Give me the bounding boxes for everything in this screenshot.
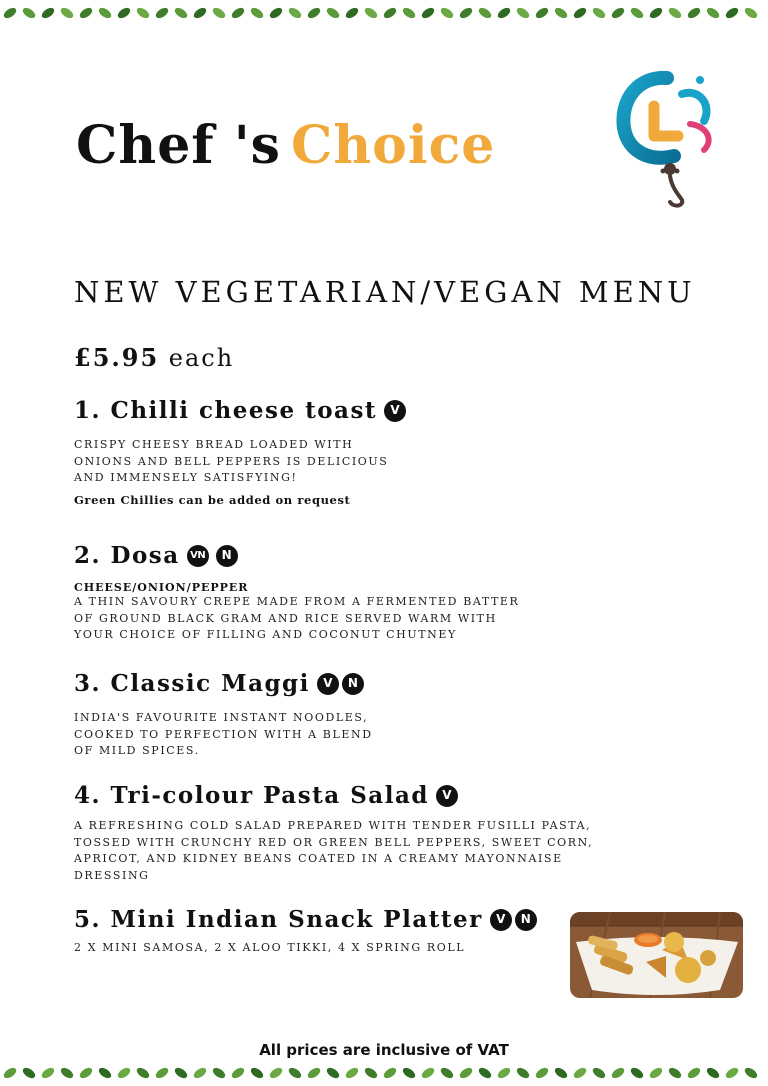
leaf-icon bbox=[458, 1066, 474, 1081]
item-subtitle: CHEESE/ONION/PEPPER bbox=[74, 581, 249, 595]
menu-heading: NEW VEGETARIAN/VEGAN MENU bbox=[74, 275, 696, 309]
leaf-icon bbox=[420, 1066, 436, 1081]
leaf-icon bbox=[496, 1066, 512, 1081]
leaf-icon bbox=[249, 1066, 265, 1081]
description-line: DRESSING bbox=[74, 868, 150, 882]
leaf-icon bbox=[325, 6, 341, 21]
description-line: A THIN SAVOURY CREPE MADE FROM A FERMENTED BATTER bbox=[74, 595, 520, 609]
vegetarian-badge: V bbox=[317, 673, 339, 695]
vegan-badge: VN bbox=[187, 545, 209, 567]
leaf-icon bbox=[705, 1066, 721, 1081]
item-title-row bbox=[74, 671, 373, 696]
page-title bbox=[76, 115, 496, 176]
price-amount: £5.95 bbox=[74, 343, 160, 372]
description-line: OF GROUND BLACK GRAM AND RICE SERVED WARM WITH bbox=[74, 611, 497, 625]
item-note: Green Chillies can be added on request bbox=[74, 492, 351, 507]
vegetarian-badge: V bbox=[384, 400, 406, 422]
title-part-chefs: Chef 's bbox=[76, 115, 281, 176]
leaf-icon bbox=[534, 1066, 550, 1081]
leaf-icon bbox=[173, 1066, 189, 1081]
leaf-icon bbox=[78, 6, 94, 21]
description-line: 2 X MINI SAMOSA, 2 X ALOO TIKKI, 4 X SPRING ROLL bbox=[74, 941, 466, 955]
snack-platter-photo bbox=[570, 912, 743, 998]
leaf-icon bbox=[116, 6, 132, 21]
leaf-icon bbox=[211, 6, 227, 21]
leaf-icon bbox=[325, 1066, 341, 1081]
leaf-icon bbox=[458, 6, 474, 21]
leaf-icon bbox=[21, 6, 37, 21]
description-line: OF MILD SPICES. bbox=[74, 744, 200, 758]
nuts-badge: N bbox=[515, 909, 537, 931]
leaf-icon bbox=[306, 6, 322, 21]
leaf-icon bbox=[629, 6, 645, 21]
leaf-icon bbox=[2, 6, 18, 21]
leaf-icon bbox=[97, 6, 113, 21]
leaf-icon bbox=[230, 6, 246, 21]
leaf-icon bbox=[59, 1066, 75, 1081]
leaf-icon bbox=[363, 1066, 379, 1081]
description-line: APRICOT, AND KIDNEY BEANS COATED IN A CREAMY MAYONNAISE bbox=[74, 852, 563, 866]
menu-item bbox=[74, 398, 406, 507]
leaf-icon bbox=[496, 6, 512, 21]
description-line: ONIONS AND BELL PEPPERS IS DELICIOUS bbox=[74, 454, 389, 468]
leaf-icon bbox=[40, 1066, 56, 1081]
leaf-icon bbox=[116, 1066, 132, 1081]
leaf-icon bbox=[59, 6, 75, 21]
leaf-icon bbox=[591, 1066, 607, 1081]
leaf-icon bbox=[363, 6, 379, 21]
leaf-icon bbox=[724, 6, 740, 21]
menu-item bbox=[74, 671, 373, 760]
price-line bbox=[74, 343, 235, 372]
description-line: YOUR CHOICE OF FILLING AND COCONUT CHUTNEY bbox=[74, 628, 457, 642]
leaf-icon bbox=[686, 1066, 702, 1081]
description-line: TOSSED WITH CRUNCHY RED OR GREEN BELL PEPPERS, SWEET CORN, bbox=[74, 835, 594, 849]
leaf-icon bbox=[439, 1066, 455, 1081]
leaf-icon bbox=[743, 1066, 759, 1081]
leaf-icon bbox=[477, 6, 493, 21]
leaf-icon bbox=[477, 1066, 493, 1081]
leaf-icon bbox=[287, 1066, 303, 1081]
item-title: 4. Tri-colour Pasta Salad bbox=[74, 782, 429, 809]
leaf-icon bbox=[534, 6, 550, 21]
restaurant-logo-icon bbox=[612, 66, 722, 211]
item-title-row bbox=[74, 907, 537, 932]
leaf-icon bbox=[40, 6, 56, 21]
nuts-badge: N bbox=[342, 673, 364, 695]
leaf-icon bbox=[21, 1066, 37, 1081]
item-title: 1. Chilli cheese toast bbox=[74, 397, 378, 424]
leaf-icon bbox=[553, 1066, 569, 1081]
leaf-icon bbox=[306, 1066, 322, 1081]
leaf-icon bbox=[135, 6, 151, 21]
leaf-icon bbox=[610, 6, 626, 21]
leaf-icon bbox=[344, 1066, 360, 1081]
leaf-icon bbox=[648, 1066, 664, 1081]
leaf-icon bbox=[154, 1066, 170, 1081]
title-part-choice: Choice bbox=[290, 115, 496, 176]
item-description bbox=[74, 710, 373, 760]
leaf-icon bbox=[667, 1066, 683, 1081]
leaf-icon bbox=[287, 6, 303, 21]
leaf-icon bbox=[173, 6, 189, 21]
leaf-icon bbox=[515, 6, 531, 21]
leaf-icon bbox=[97, 1066, 113, 1081]
leaf-icon bbox=[648, 6, 664, 21]
leaf-icon bbox=[667, 6, 683, 21]
leaf-icon bbox=[572, 6, 588, 21]
leaf-icon bbox=[154, 6, 170, 21]
leaf-icon bbox=[192, 6, 208, 21]
menu-item bbox=[74, 907, 537, 957]
leaf-border-top-icon bbox=[0, 0, 768, 26]
leaf-icon bbox=[686, 6, 702, 21]
leaf-icon bbox=[268, 6, 284, 21]
leaf-icon bbox=[249, 6, 265, 21]
leaf-icon bbox=[211, 1066, 227, 1081]
leaf-icon bbox=[743, 6, 759, 21]
leaf-icon bbox=[439, 6, 455, 21]
leaf-icon bbox=[629, 1066, 645, 1081]
item-title-row bbox=[74, 398, 406, 423]
item-title: 5. Mini Indian Snack Platter bbox=[74, 906, 483, 933]
item-description bbox=[74, 940, 537, 957]
description-line: INDIA'S FAVOURITE INSTANT NOODLES, bbox=[74, 711, 369, 725]
item-title-row bbox=[74, 783, 593, 808]
nuts-badge: N bbox=[216, 545, 238, 567]
leaf-icon bbox=[553, 6, 569, 21]
leaf-border-bottom-icon bbox=[0, 1060, 768, 1086]
leaf-icon bbox=[515, 1066, 531, 1081]
leaf-icon bbox=[135, 1066, 151, 1081]
footer-vat-note: All prices are inclusive of VAT bbox=[259, 1041, 509, 1059]
item-title-row bbox=[74, 543, 519, 568]
leaf-icon bbox=[230, 1066, 246, 1081]
leaf-icon bbox=[572, 1066, 588, 1081]
menu-item bbox=[74, 543, 519, 644]
description-line: COOKED TO PERFECTION WITH A BLEND bbox=[74, 727, 373, 741]
leaf-icon bbox=[2, 1066, 18, 1081]
leaf-icon bbox=[344, 6, 360, 21]
leaf-icon bbox=[268, 1066, 284, 1081]
leaf-icon bbox=[610, 1066, 626, 1081]
menu-item bbox=[74, 783, 593, 884]
leaf-icon bbox=[705, 6, 721, 21]
vegetarian-badge: V bbox=[436, 785, 458, 807]
leaf-icon bbox=[382, 6, 398, 21]
description-line: A REFRESHING COLD SALAD PREPARED WITH TENDER FUSILLI PASTA, bbox=[74, 819, 592, 833]
leaf-icon bbox=[401, 6, 417, 21]
leaf-icon bbox=[192, 1066, 208, 1081]
leaf-icon bbox=[401, 1066, 417, 1081]
leaf-icon bbox=[382, 1066, 398, 1081]
description-line: CRISPY CHEESY BREAD LOADED WITH bbox=[74, 438, 354, 452]
leaf-icon bbox=[591, 6, 607, 21]
price-suffix: each bbox=[168, 344, 235, 372]
leaf-icon bbox=[420, 6, 436, 21]
item-title: 2. Dosa bbox=[74, 542, 180, 569]
leaf-icon bbox=[724, 1066, 740, 1081]
item-description bbox=[74, 594, 519, 644]
description-line: AND IMMENSELY SATISFYING! bbox=[74, 471, 298, 485]
item-description bbox=[74, 818, 593, 884]
item-title: 3. Classic Maggi bbox=[74, 670, 310, 697]
item-description bbox=[74, 437, 406, 487]
leaf-icon bbox=[78, 1066, 94, 1081]
vegetarian-badge: V bbox=[490, 909, 512, 931]
